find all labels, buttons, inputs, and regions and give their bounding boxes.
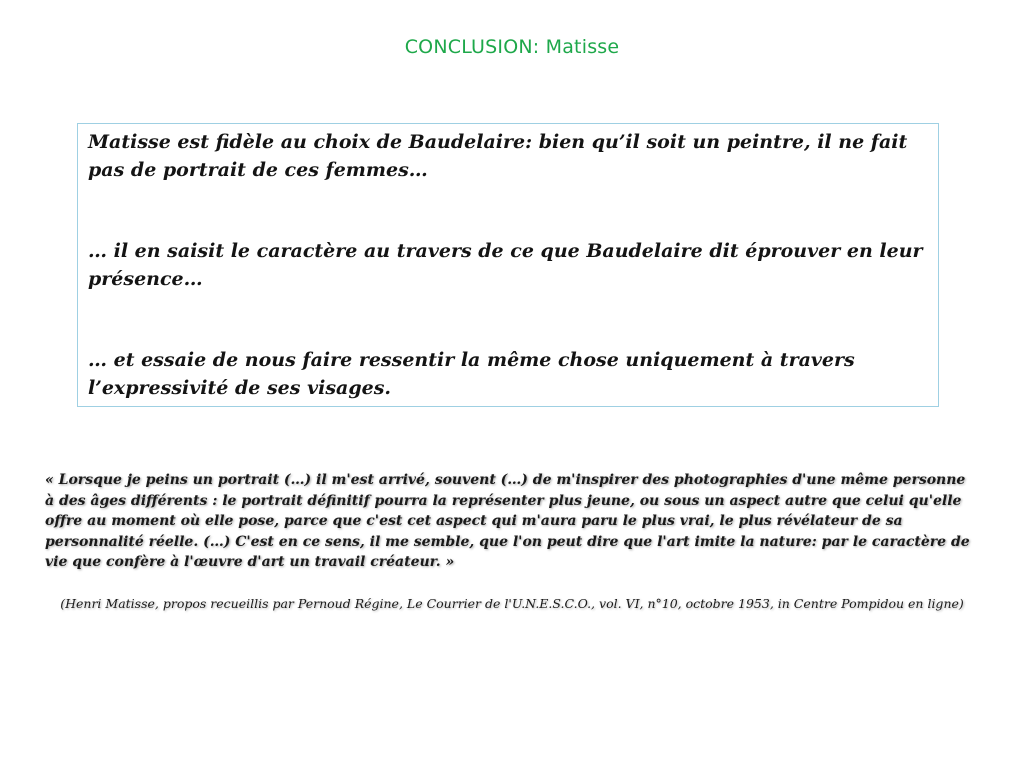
- conclusion-paragraph-2: … il en saisit le caractère au travers de ce que Baudelaire dit éprouver en leur présence…: [88, 240, 923, 290]
- quote-citation: (Henri Matisse, propos recueillis par Pernoud Régine, Le Courrier de l'U.N.E.S.C.O., vol. VI, n°10, octobre 1953, in Centre Pompidou en ligne): [60, 596, 964, 611]
- conclusion-text-box: [77, 123, 939, 407]
- conclusion-paragraph-3: … et essaie de nous faire ressentir la même chose uniquement à travers l’expressivité de ses visages.: [88, 349, 855, 399]
- matisse-quote: « Lorsque je peins un portrait (…) il m'est arrivé, souvent (…) de m'inspirer des photographies d'une même personne à des âges différents : le portrait définitif pourra la représenter plus jeune, ou sous un aspect autre que celui qu'elle offre au moment où elle pose, parce que c'est cet aspect qui m'aura paru le plus vrai, le plus révélateur de sa personnalité réelle. (…) C'est en ce sens, il me semble, que l'on peut dire que l'art imite la nature: par le caractère de vie que confère à l'œuvre d'art un travail créateur. »: [45, 472, 970, 570]
- conclusion-paragraph-1: Matisse est fidèle au choix de Baudelaire: bien qu’il soit un peintre, il ne fait pas de portrait de ces femmes…: [88, 131, 908, 181]
- slide-title: CONCLUSION: Matisse: [404, 36, 620, 58]
